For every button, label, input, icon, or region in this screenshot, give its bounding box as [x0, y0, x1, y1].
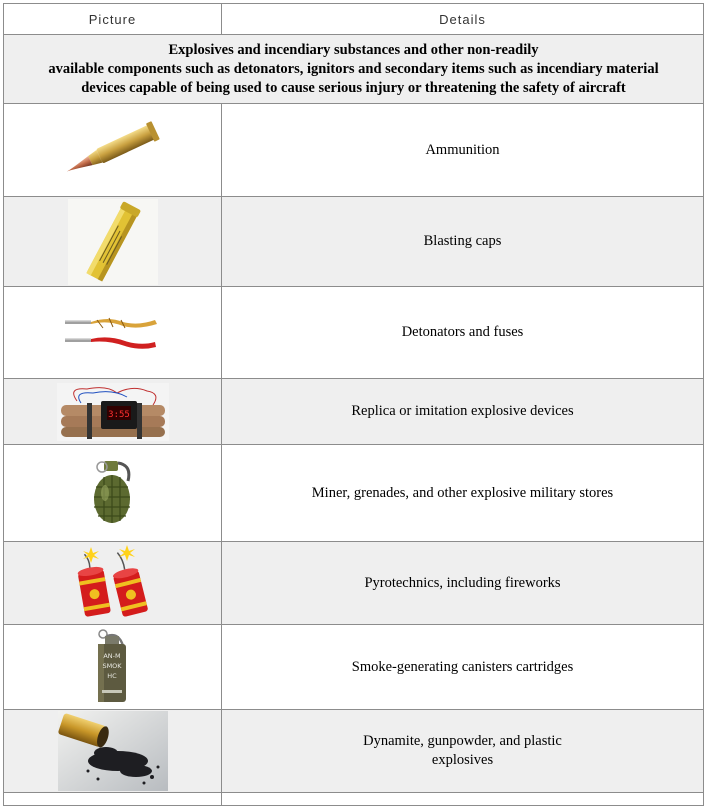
detonator-fuse-icon: [63, 308, 163, 358]
table-row: [4, 104, 704, 197]
picture-cell: [4, 542, 222, 625]
details-line-2: explosives: [431, 752, 494, 768]
table-row: [4, 445, 704, 542]
column-header-picture: Picture: [4, 4, 222, 35]
banner-line-3: devices capable of being used to cause serious injury or threatening the safety of aircraft: [81, 79, 626, 96]
banner-line-2: available components such as detonators, ignitors and secondary items such as incendiary material: [48, 60, 659, 77]
replica-bomb-icon: [57, 383, 169, 441]
grenade-icon: [88, 459, 138, 527]
table-row: [4, 710, 704, 793]
category-banner-row: [4, 35, 704, 104]
details-cell: [222, 710, 704, 793]
firecracker-icon: [73, 545, 153, 621]
picture-cell: [4, 710, 222, 793]
details-line-1: Dynamite, gunpowder, and plastic: [363, 733, 562, 749]
details-cell: Detonators and fuses: [222, 287, 704, 379]
table-row: [4, 287, 704, 379]
banner-line-1: Explosives and incendiary substances and other non-readily: [168, 41, 539, 58]
bomb-timer-text: 3:55: [107, 409, 130, 420]
table-row: [4, 625, 704, 710]
details-cell: Ammunition: [222, 104, 704, 197]
details-cell: Smoke-generating canisters cartridges: [222, 625, 704, 710]
table-row: [4, 379, 704, 445]
picture-cell: [4, 625, 222, 710]
gunpowder-icon: [58, 711, 168, 791]
column-header-details: Details: [222, 4, 704, 35]
table-row: [4, 542, 704, 625]
svg-text:SMOK: SMOK: [101, 662, 122, 670]
smoke-canister-label: AN-M: [102, 652, 121, 660]
table-header-row: [4, 4, 704, 35]
picture-cell: [4, 197, 222, 287]
details-cell: Miner, grenades, and other explosive military stores: [222, 445, 704, 542]
details-cell: Pyrotechnics, including fireworks: [222, 542, 704, 625]
picture-cell: [4, 445, 222, 542]
picture-cell: [4, 287, 222, 379]
svg-text:HC: HC: [106, 672, 117, 680]
blasting-cap-icon: [68, 199, 158, 285]
bullet-icon: [58, 115, 168, 185]
category-banner: [4, 35, 704, 104]
smoke-canister-icon: [93, 628, 133, 706]
picture-cell: [4, 379, 222, 445]
details-cell: Blasting caps: [222, 197, 704, 287]
picture-cell: [4, 104, 222, 197]
table-row-cut: [4, 793, 704, 806]
prohibited-items-table: [3, 3, 704, 806]
details-cell: Replica or imitation explosive devices: [222, 379, 704, 445]
table-row: [4, 197, 704, 287]
